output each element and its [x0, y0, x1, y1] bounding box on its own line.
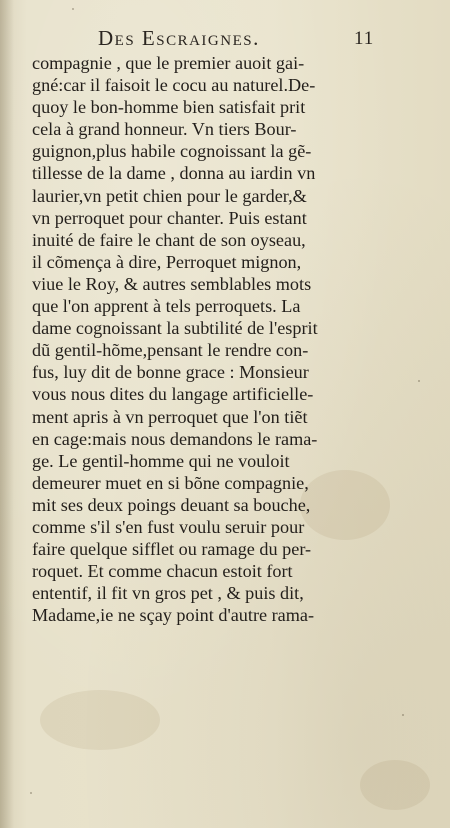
text-line: roquet. Et comme chacun estoit fort — [32, 561, 293, 582]
text-line: dame cognoissant la subtilité de l'esprit — [32, 318, 318, 339]
paper-stain — [360, 760, 430, 810]
text-line: viue le Roy, & autres semblables mots — [32, 273, 312, 294]
gutter-shadow — [0, 0, 14, 828]
text-line: ment apris à vn perroquet que l'on tiẽt — [32, 406, 308, 427]
page-number: 11 — [354, 28, 375, 49]
text-line: laurier,vn petit chien pour le garder,& — [32, 185, 307, 206]
text-line: tillesse de la dame , donna au iardin vn — [32, 163, 316, 184]
text-line: cela à grand honneur. Vn tiers Bour- — [32, 119, 297, 140]
running-title: Des Escraignes. — [98, 26, 260, 50]
paper-stain — [40, 690, 160, 750]
text-line: guignon,plus habile cognoissant la gẽ- — [32, 141, 312, 162]
text-line: que l'on apprent à tels perroquets. La — [32, 296, 301, 317]
body-text — [32, 52, 377, 626]
paper-speck — [418, 380, 420, 382]
text-line: demeurer muet en si bõne compagnie, — [32, 472, 309, 493]
text-line: Madame,ie ne sçay point d'autre rama- — [32, 605, 315, 626]
text-line: quoy le bon-homme bien satisfait prit — [32, 97, 306, 118]
paper-speck — [30, 792, 32, 794]
text-line: fus, luy dit de bonne grace : Monsieur — [32, 362, 309, 383]
text-line: inuité de faire le chant de son oyseau, — [32, 229, 306, 250]
text-line: ge. Le gentil-homme qui ne vouloit — [32, 450, 290, 471]
text-line: gné:car il faisoit le cocu au naturel.De- — [32, 75, 316, 96]
text-line: ententif, il fit vn gros pet , & puis dit, — [32, 583, 304, 604]
text-line: dũ gentil-hõme,pensant le rendre con- — [32, 340, 309, 361]
paper-speck — [402, 714, 404, 716]
text-line: compagnie , que le premier auoit gai- — [32, 53, 305, 73]
text-line: il cõmença à dire, Perroquet mignon, — [32, 251, 302, 272]
text-line: comme s'il s'en fust voulu seruir pour — [32, 516, 305, 537]
text-line: en cage:mais nous demandons le rama- — [32, 428, 318, 449]
text-line: vous nous dites du langage artificielle- — [32, 384, 314, 405]
text-line: vn perroquet pour chanter. Puis estant — [32, 207, 307, 228]
text-line: faire quelque sifflet ou ramage du per- — [32, 539, 312, 560]
text-line: mit ses deux poings deuant sa bouche, — [32, 494, 311, 515]
paper-speck — [72, 8, 74, 10]
